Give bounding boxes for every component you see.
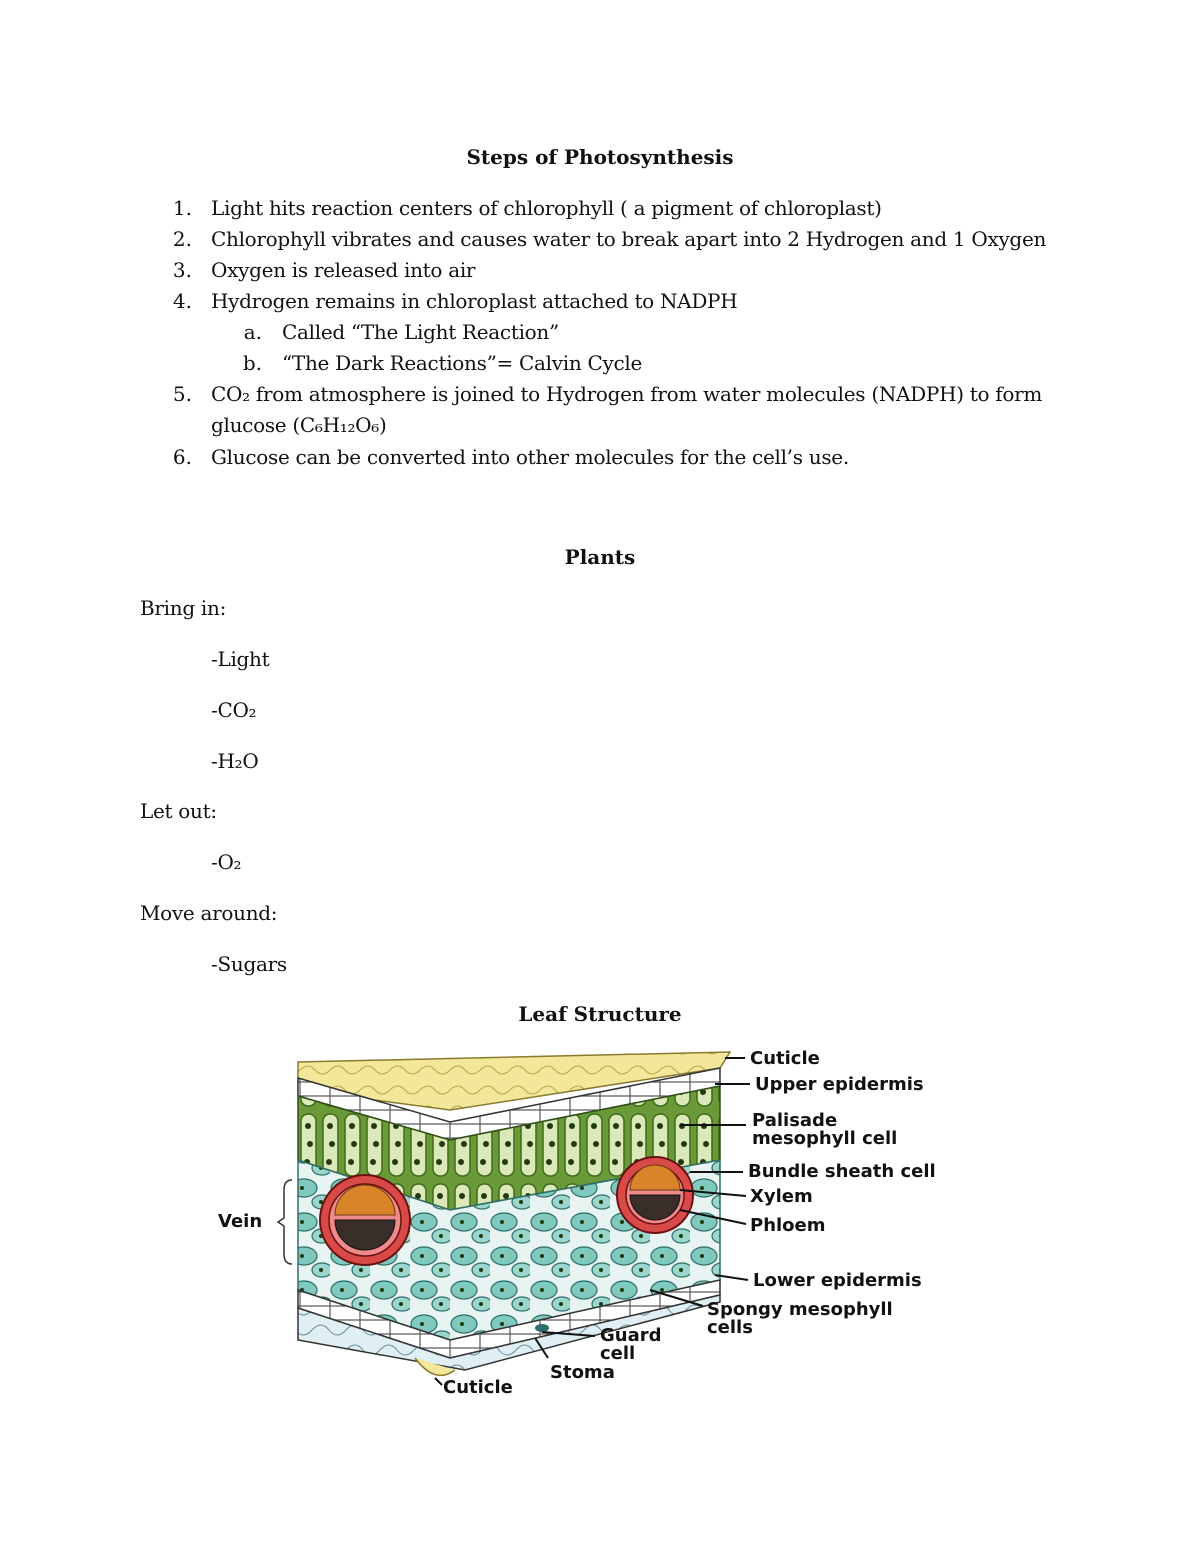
leaf-structure-heading: Leaf Structure: [518, 1002, 682, 1026]
list-item: CO₂ from atmosphere is joined to Hydrogen from water molecules (NADPH) to form: [211, 382, 1043, 406]
sublist-item: “The Dark Reactions”= Calvin Cycle: [282, 351, 643, 375]
label-upper-epidermis: Upper epidermis: [755, 1074, 924, 1095]
list-item: Glucose can be converted into other molecules for the cell’s use.: [211, 445, 849, 469]
sublist-item-letter: b.: [242, 351, 262, 375]
list-item-number: 1.: [172, 196, 192, 220]
label-vein: Vein: [218, 1211, 263, 1232]
label-cuticle-bottom: Cuticle: [443, 1377, 513, 1398]
list-item-number: 6.: [172, 445, 192, 469]
label-spongy-mesophyll: Spongy mesophyll: [707, 1299, 893, 1320]
vein-right: [617, 1157, 693, 1233]
move-around-item: -Sugars: [211, 952, 287, 976]
label-cuticle-top: Cuticle: [750, 1048, 820, 1069]
move-around-label: Move around:: [140, 901, 278, 925]
list-item-number: 2.: [172, 227, 192, 251]
list-item-number: 4.: [172, 289, 192, 313]
bring-in-item: -Light: [211, 647, 270, 671]
bring-in-label: Bring in:: [140, 596, 227, 620]
bring-in-item: -CO₂: [211, 698, 257, 722]
label-spongy-mesophyll-line2: cells: [707, 1317, 753, 1338]
list-item-continuation: glucose (C₆H₁₂O₆): [211, 413, 387, 437]
label-guard-cell-line2: cell: [600, 1343, 636, 1364]
page-title: Steps of Photosynthesis: [466, 145, 734, 169]
let-out-item: -O₂: [211, 850, 242, 874]
bring-in-item: -H₂O: [211, 749, 259, 773]
label-guard-cell: Guard: [600, 1325, 662, 1346]
list-item-number: 3.: [172, 258, 192, 282]
list-item-number: 5.: [172, 382, 192, 406]
plants-heading: Plants: [564, 545, 636, 569]
label-xylem: Xylem: [750, 1186, 813, 1207]
let-out-label: Let out:: [140, 799, 217, 823]
label-phloem: Phloem: [750, 1215, 826, 1236]
label-bundle-sheath: Bundle sheath cell: [748, 1161, 936, 1182]
list-item: Oxygen is released into air: [211, 258, 476, 282]
label-lower-epidermis: Lower epidermis: [753, 1270, 922, 1291]
list-item: Light hits reaction centers of chlorophyll ( a pigment of chloroplast): [211, 196, 882, 220]
vein-left: [320, 1175, 410, 1265]
label-palisade-line2: mesophyll cell: [752, 1128, 898, 1149]
list-item: Chlorophyll vibrates and causes water to break apart into 2 Hydrogen and 1 Oxygen: [211, 227, 1047, 251]
sublist-item: Called “The Light Reaction”: [282, 320, 559, 344]
sublist-item-letter: a.: [243, 320, 262, 344]
label-palisade: Palisade: [752, 1110, 838, 1131]
stoma-shape: [535, 1324, 549, 1332]
list-item: Hydrogen remains in chloroplast attached to NADPH: [211, 289, 738, 313]
label-stoma: Stoma: [550, 1362, 615, 1383]
leaf-diagram: [210, 1040, 1000, 1410]
